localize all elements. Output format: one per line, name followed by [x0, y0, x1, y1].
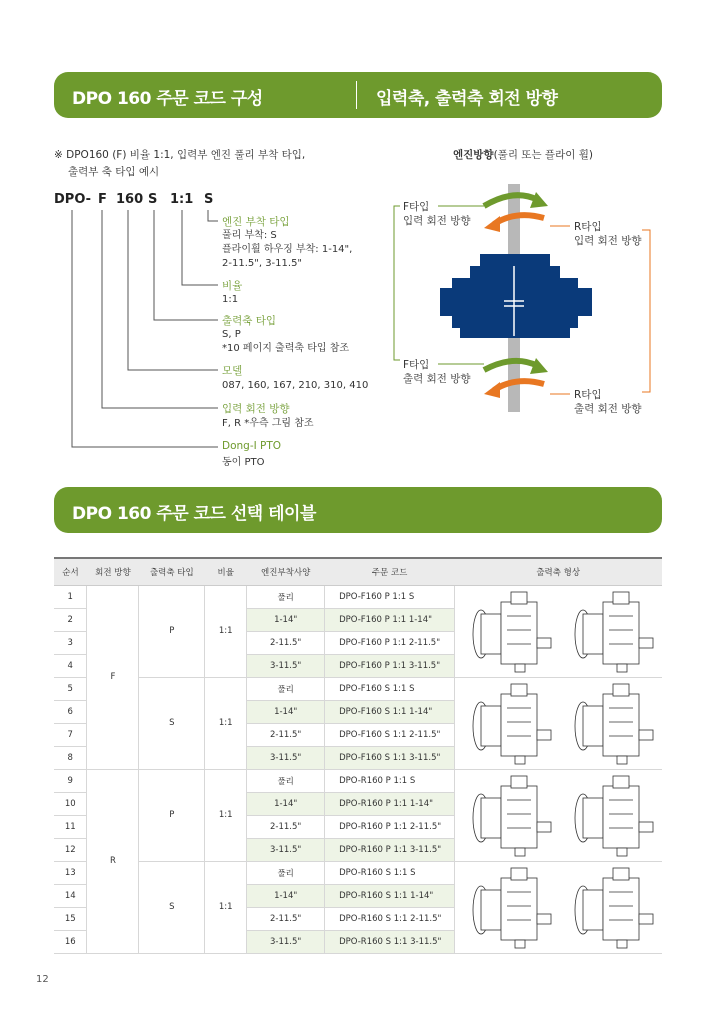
table-row [54, 585, 662, 608]
cell-no: 2 [54, 608, 87, 631]
cell-mount: 1-14" [247, 792, 325, 815]
f-output-label-2: 출력 회전 방향 [403, 373, 471, 385]
code-ratio: 1:1 [170, 192, 194, 207]
order-code-table [54, 557, 662, 954]
cell-output-type: P [139, 585, 205, 677]
output-shaft-drawing-icon [455, 770, 662, 860]
branch-output-desc-1: S, P [222, 329, 241, 340]
r-input-label-1: R타입 [574, 221, 602, 233]
code-model: 160 [116, 192, 144, 207]
cell-direction: F [87, 585, 139, 769]
cell-output-type: P [139, 769, 205, 861]
cell-shape [454, 585, 662, 677]
r-input-label-2: 입력 회전 방향 [574, 235, 642, 247]
output-shaft-drawing-icon [455, 586, 662, 676]
cell-ratio: 1:1 [205, 677, 247, 769]
cell-output-type: S [139, 677, 205, 769]
table-row [54, 677, 662, 700]
cell-mount: 2-11.5" [247, 723, 325, 746]
branch-output-label: 출력축 타입 [222, 315, 277, 327]
cell-mount: 1-14" [247, 884, 325, 907]
cell-no: 9 [54, 769, 87, 792]
section-title-order-code: DPO 160 주문 코드 구성 [72, 89, 263, 109]
cell-no: 3 [54, 631, 87, 654]
branch-mount-desc-2: 플라이휠 하우징 부착: 1-14", [222, 244, 353, 255]
code-direction: F [98, 192, 107, 207]
orange-arrow-icon [484, 216, 500, 232]
cell-no: 5 [54, 677, 87, 700]
cell-order-code: DPO-R160 P 1:1 S [325, 769, 455, 792]
cell-order-code: DPO-R160 S 1:1 1-14" [325, 884, 455, 907]
cell-mount: 풀리 [247, 861, 325, 884]
cell-order-code: DPO-F160 S 1:1 2-11.5" [325, 723, 455, 746]
output-shaft-drawing-icon [455, 678, 662, 768]
engine-direction-title-bold: 엔진방향 [453, 149, 494, 161]
f-input-label [403, 200, 471, 228]
branch-brand-label: Dong-I PTO [222, 440, 282, 452]
cell-mount: 2-11.5" [247, 815, 325, 838]
cell-mount: 3-11.5" [247, 930, 325, 953]
r-output-label [574, 388, 642, 416]
branch-output-desc [222, 328, 349, 356]
pto-body-icon [440, 254, 592, 338]
branch-mount-desc-1: 풀리 부착: S [222, 230, 277, 241]
cell-no: 13 [54, 861, 87, 884]
cell-order-code: DPO-F160 S 1:1 1-14" [325, 700, 455, 723]
branch-model-desc: 087, 160, 167, 210, 310, 410 [222, 380, 369, 391]
cell-no: 7 [54, 723, 87, 746]
cell-mount: 1-14" [247, 700, 325, 723]
branch-ratio-desc: 1:1 [222, 294, 239, 305]
cell-direction: R [87, 769, 139, 953]
cell-order-code: DPO-R160 S 1:1 3-11.5" [325, 930, 455, 953]
cell-mount: 3-11.5" [247, 746, 325, 769]
cell-ratio: 1:1 [205, 861, 247, 953]
cell-mount: 3-11.5" [247, 838, 325, 861]
f-input-label-1: F타입 [403, 201, 430, 213]
cell-order-code: DPO-F160 P 1:1 1-14" [325, 608, 455, 631]
f-input-label-2: 입력 회전 방향 [403, 215, 471, 227]
cell-order-code: DPO-R160 S 1:1 2-11.5" [325, 907, 455, 930]
cell-mount: 풀리 [247, 769, 325, 792]
table-row [54, 861, 662, 884]
cell-mount: 풀리 [247, 585, 325, 608]
engine-direction-title [453, 147, 593, 162]
cell-order-code: DPO-F160 S 1:1 3-11.5" [325, 746, 455, 769]
cell-mount: 풀리 [247, 677, 325, 700]
cell-order-code: DPO-R160 P 1:1 2-11.5" [325, 815, 455, 838]
header-order-code: 주문 코드 [325, 558, 455, 585]
cell-order-code: DPO-F160 P 1:1 S [325, 585, 455, 608]
branch-mount-label: 엔진 부착 타입 [222, 216, 290, 228]
branch-mount-desc-3: 2-11.5", 3-11.5" [222, 258, 303, 269]
cell-no: 1 [54, 585, 87, 608]
branch-model-label: 모델 [222, 365, 243, 377]
section-title-rotation: 입력축, 출력축 회전 방향 [376, 89, 558, 109]
output-shaft-drawing-icon [455, 862, 662, 952]
branch-brand-desc: 동이 PTO [222, 457, 265, 468]
branch-mount-desc [222, 229, 352, 271]
cell-no: 10 [54, 792, 87, 815]
cell-mount: 2-11.5" [247, 907, 325, 930]
cell-no: 16 [54, 930, 87, 953]
cell-shape [454, 769, 662, 861]
cell-order-code: DPO-R160 S 1:1 S [325, 861, 455, 884]
header-direction: 회전 방향 [87, 558, 139, 585]
r-output-label-1: R타입 [574, 389, 602, 401]
f-output-label [403, 358, 471, 386]
cell-ratio: 1:1 [205, 585, 247, 677]
code-mount: S [204, 192, 214, 207]
cell-mount: 2-11.5" [247, 631, 325, 654]
header-mount: 엔진부착사양 [247, 558, 325, 585]
cell-mount: 3-11.5" [247, 654, 325, 677]
cell-shape [454, 861, 662, 953]
cell-ratio: 1:1 [205, 769, 247, 861]
f-output-label-1: F타입 [403, 359, 430, 371]
cell-no: 6 [54, 700, 87, 723]
header-ratio: 비율 [205, 558, 247, 585]
cell-order-code: DPO-F160 P 1:1 2-11.5" [325, 631, 455, 654]
branch-direction-desc: F, R *우측 그림 참조 [222, 418, 314, 429]
cell-no: 8 [54, 746, 87, 769]
header-shape: 출력축 형상 [454, 558, 662, 585]
branch-ratio-label: 비율 [222, 280, 243, 292]
cell-no: 4 [54, 654, 87, 677]
header-no: 순서 [54, 558, 87, 585]
cell-no: 15 [54, 907, 87, 930]
cell-order-code: DPO-F160 P 1:1 3-11.5" [325, 654, 455, 677]
r-input-label [574, 220, 642, 248]
cell-no: 14 [54, 884, 87, 907]
code-prefix: DPO- [54, 192, 92, 207]
branch-direction-label: 입력 회전 방향 [222, 403, 290, 415]
cell-order-code: DPO-R160 P 1:1 1-14" [325, 792, 455, 815]
section-title-selection-table: DPO 160 주문 코드 선택 테이블 [72, 504, 316, 524]
cell-shape [454, 677, 662, 769]
code-output-type: S [148, 192, 158, 207]
cell-no: 11 [54, 815, 87, 838]
orange-arrow-icon-bottom [484, 382, 500, 398]
branch-output-desc-2: *10 페이지 출력축 타입 참조 [222, 343, 350, 354]
cell-order-code: DPO-R160 P 1:1 3-11.5" [325, 838, 455, 861]
table-row [54, 769, 662, 792]
page-number: 12 [36, 974, 49, 985]
note-line-2: 출력부 축 타입 예시 [68, 166, 160, 178]
r-output-label-2: 출력 회전 방향 [574, 403, 642, 415]
cell-order-code: DPO-F160 S 1:1 S [325, 677, 455, 700]
table-header-row [54, 558, 662, 585]
cell-output-type: S [139, 861, 205, 953]
section-banner-selection-table [54, 487, 662, 533]
header-output-type: 출력축 타입 [139, 558, 205, 585]
cell-no: 12 [54, 838, 87, 861]
cell-mount: 1-14" [247, 608, 325, 631]
engine-direction-title-rest: (풀리 또는 플라이 휠) [493, 149, 593, 161]
note-line-1: ※ DPO160 (F) 비율 1:1, 입력부 엔진 풀리 부착 타입, [54, 149, 306, 161]
